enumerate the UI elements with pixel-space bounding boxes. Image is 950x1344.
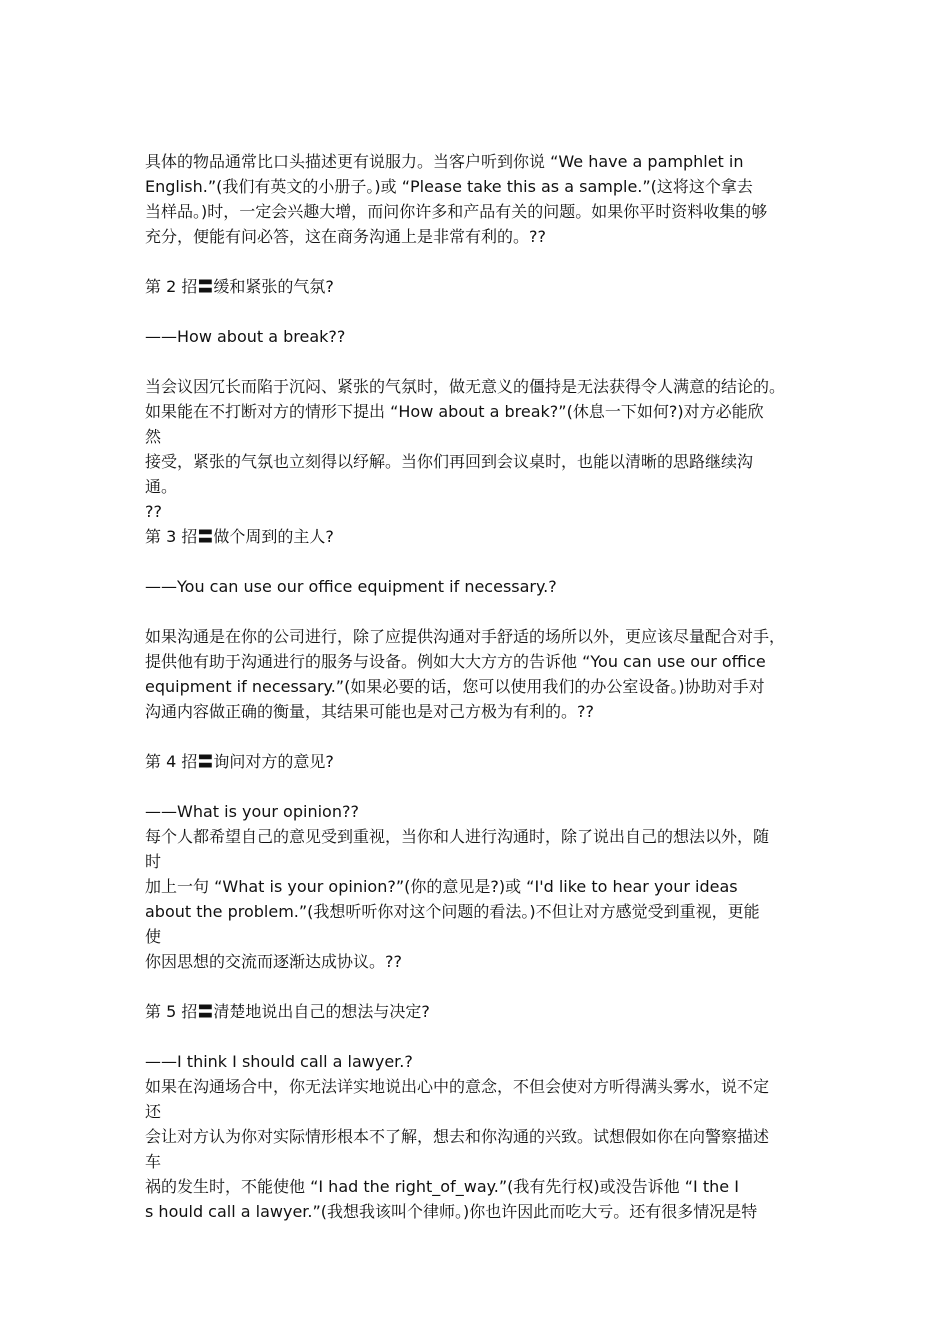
- text-line: 提供他有助于沟通进行的服务与设备。例如大大方方的告诉他 “You can use our office: [145, 652, 766, 671]
- text-line: 沟通内容做正确的衡量，其结果可能也是对己方极为有利的。??: [145, 702, 594, 721]
- text-line: 加上一句 “What is your opinion?”(你的意见是?)或 “I'd like to hear your ideas: [145, 877, 738, 896]
- text-line: 祸的发生时，不能使他 “I had the right_of_way.”(我有先行权)或没告诉他 “I the I: [145, 1177, 739, 1196]
- blank-line: [145, 1024, 815, 1049]
- blank-line: [145, 249, 815, 274]
- blank-line: [145, 974, 815, 999]
- text-line: 时: [145, 852, 162, 871]
- document-body: [145, 149, 815, 1224]
- text-line: ??: [145, 502, 162, 521]
- text-line: 接受，紧张的气氛也立刻得以纾解。当你们再回到会议桌时，也能以清晰的思路继续沟: [145, 452, 754, 471]
- blank-line: [145, 724, 815, 749]
- text-line: s hould call a lawyer.”(我想我该叫个律师。)你也许因此而吃大亏。还有很多情况是特: [145, 1202, 758, 1221]
- text-line: ——What is your opinion??: [145, 802, 359, 821]
- text-line: 还: [145, 1102, 162, 1121]
- text-line: 通。: [145, 477, 178, 496]
- text-line: 每个人都希望自己的意见受到重视，当你和人进行沟通时，除了说出自己的想法以外，随: [145, 827, 770, 846]
- text-line: English.”(我们有英文的小册子。)或 “Please take this as a sample.”(这将这个拿去: [145, 177, 753, 196]
- text-line: 第 3 招〓做个周到的主人?: [145, 527, 334, 546]
- text-line: 如果能在不打断对方的情形下提出 “How about a break?”(休息一下如何?)对方必能欣: [145, 402, 764, 421]
- text-line: 充分，便能有问必答，这在商务沟通上是非常有利的。??: [145, 227, 546, 246]
- text-line: 然: [145, 427, 162, 446]
- text-line: ——How about a break??: [145, 327, 346, 346]
- text-line: 第 2 招〓缓和紧张的气氛?: [145, 277, 334, 296]
- blank-line: [145, 349, 815, 374]
- blank-line: [145, 299, 815, 324]
- text-line: equipment if necessary.”(如果必要的话，您可以使用我们的办公室设备。)协助对手对: [145, 677, 765, 696]
- text-line: 你因思想的交流而逐渐达成协议。??: [145, 952, 402, 971]
- text-line: 当样品。)时，一定会兴趣大增，而问你许多和产品有关的问题。如果你平时资料收集的够: [145, 202, 768, 221]
- text-line: 当会议因冗长而陷于沉闷、紧张的气氛时，做无意义的僵持是无法获得令人满意的结论的。: [145, 377, 786, 396]
- text-line: 使: [145, 927, 162, 946]
- text-line: ——I think I should call a lawyer.?: [145, 1052, 413, 1071]
- text-line: 车: [145, 1152, 162, 1171]
- text-line: 会让对方认为你对实际情形根本不了解，想去和你沟通的兴致。试想假如你在向警察描述: [145, 1127, 770, 1146]
- blank-line: [145, 774, 815, 799]
- text-line: about the problem.”(我想听听你对这个问题的看法。)不但让对方感觉受到重视，更能: [145, 902, 760, 921]
- text-line: 第 4 招〓询问对方的意见?: [145, 752, 334, 771]
- text-line: 第 5 招〓清楚地说出自己的想法与决定?: [145, 1002, 430, 1021]
- blank-line: [145, 549, 815, 574]
- text-line: 如果在沟通场合中，你无法详实地说出心中的意念，不但会使对方听得满头雾水，说不定: [145, 1077, 770, 1096]
- text-line: 具体的物品通常比口头描述更有说服力。当客户听到你说 “We have a pamphlet in: [145, 152, 744, 171]
- blank-line: [145, 599, 815, 624]
- text-line: ——You can use our office equipment if necessary.?: [145, 577, 557, 596]
- text-line: 如果沟通是在你的公司进行，除了应提供沟通对手舒适的场所以外，更应该尽量配合对手，: [145, 627, 786, 646]
